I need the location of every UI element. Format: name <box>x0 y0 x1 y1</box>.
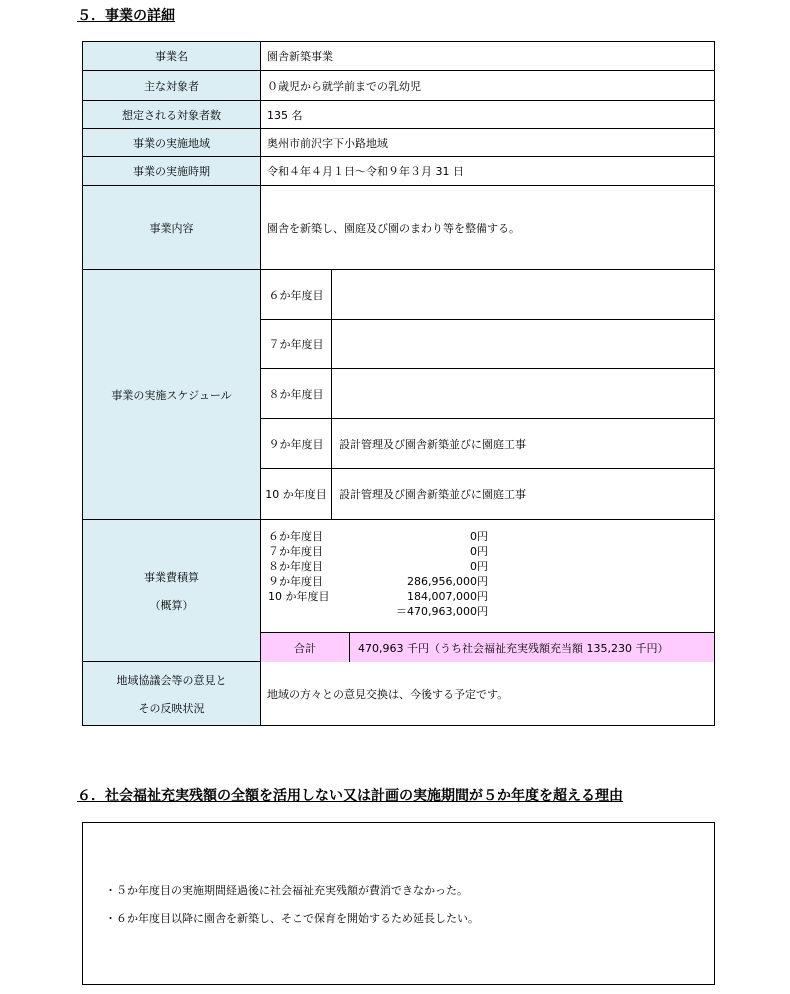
label-area: 事業の実施地域 <box>133 136 210 150</box>
label-target-count: 想定される対象者数 <box>122 108 221 122</box>
label-period: 事業の実施時期 <box>133 165 210 178</box>
schedule-year: ９か年度目 <box>261 419 332 468</box>
value-project-name: 園舎新築事業 <box>267 50 333 63</box>
reason-line: ・５か年度目の実施期間経過後に社会福祉充実残額が費消できなかった。 <box>105 884 468 897</box>
label-opinion: 地域協議会等の意見と <box>116 673 227 687</box>
reason-line: ・６か年度目以降に園舎を新築し、そこで保育を開始するため延長したい。 <box>105 912 479 925</box>
cost-total-label: 合計 <box>261 633 350 662</box>
section5-title: ５．事業の詳細 <box>77 8 175 24</box>
reason-box <box>82 822 715 985</box>
cost-amount: 0円 <box>470 560 488 573</box>
row-opinion <box>83 662 714 725</box>
row-target-count <box>83 101 714 129</box>
schedule-task: 設計管理及び園舎新築並びに園庭工事 <box>339 437 526 451</box>
cost-line <box>268 544 488 559</box>
value-area: 奥州市前沢字下小路地域 <box>267 136 388 150</box>
cost-amount: 0円 <box>470 545 488 558</box>
cost-line <box>268 529 488 544</box>
row-period <box>83 157 714 186</box>
schedule-row <box>261 419 714 469</box>
row-cost <box>83 520 714 662</box>
schedule-task <box>332 270 714 319</box>
value-content: 園舎を新築し、園庭及び園のまわり等を整備する。 <box>267 221 520 235</box>
row-area <box>83 129 714 157</box>
cost-line <box>268 574 488 589</box>
value-opinion: 地域の方々との意見交換は、今後する予定です。 <box>267 687 509 701</box>
cost-year: ９か年度目 <box>268 575 323 588</box>
label-target: 主な対象者 <box>144 79 199 93</box>
row-project-name <box>83 42 714 71</box>
cost-year: 10 か年度目 <box>268 590 330 603</box>
schedule-year: ６か年度目 <box>261 270 332 319</box>
section6-title: ６．社会福祉充実残額の全額を活用しない又は計画の実施期間が５か年度を超える理由 <box>77 788 623 804</box>
row-schedule <box>83 270 714 520</box>
schedule-row <box>261 369 714 419</box>
schedule-task <box>332 369 714 418</box>
value-period: 令和４年４月１日～令和９年３月 31 日 <box>267 165 464 178</box>
schedule-year: ８か年度目 <box>261 369 332 418</box>
cost-line <box>268 559 488 574</box>
value-target-count: 135 名 <box>267 108 303 122</box>
schedule-year: ７か年度目 <box>261 320 332 368</box>
cost-year: ６か年度目 <box>268 530 323 543</box>
label-content: 事業内容 <box>149 221 194 235</box>
cost-total-amount: ＝470,963,000円 <box>396 605 488 618</box>
cost-line <box>268 589 488 604</box>
schedule-row <box>261 270 714 320</box>
cost-amount: 0円 <box>470 530 488 543</box>
row-target <box>83 71 714 101</box>
project-detail-table <box>82 41 715 726</box>
cost-year: ８か年度目 <box>268 560 323 573</box>
label-schedule: 事業の実施スケジュール <box>111 388 232 402</box>
label-project-name: 事業名 <box>155 50 188 63</box>
cost-amount: 184,007,000円 <box>407 590 488 603</box>
value-target: ０歳児から就学前までの乳幼児 <box>267 79 421 93</box>
cost-total-value: 470,963 千円（うち社会福祉充実残額充当額 135,230 千円） <box>358 641 669 655</box>
row-content <box>83 186 714 270</box>
schedule-row <box>261 320 714 369</box>
label-cost: 事業費積算 <box>144 570 199 584</box>
cost-line <box>268 604 488 619</box>
schedule-year: 10 か年度目 <box>261 469 332 519</box>
schedule-row <box>261 469 714 519</box>
cost-amount: 286,956,000円 <box>407 575 488 588</box>
label-cost-approx: （概算） <box>149 598 194 612</box>
schedule-task <box>332 320 714 368</box>
schedule-task: 設計管理及び園舎新築並びに園庭工事 <box>339 488 526 501</box>
cost-year: ７か年度目 <box>268 545 323 558</box>
label-opinion-status: その反映状況 <box>138 701 205 715</box>
cost-total-row <box>261 632 714 662</box>
